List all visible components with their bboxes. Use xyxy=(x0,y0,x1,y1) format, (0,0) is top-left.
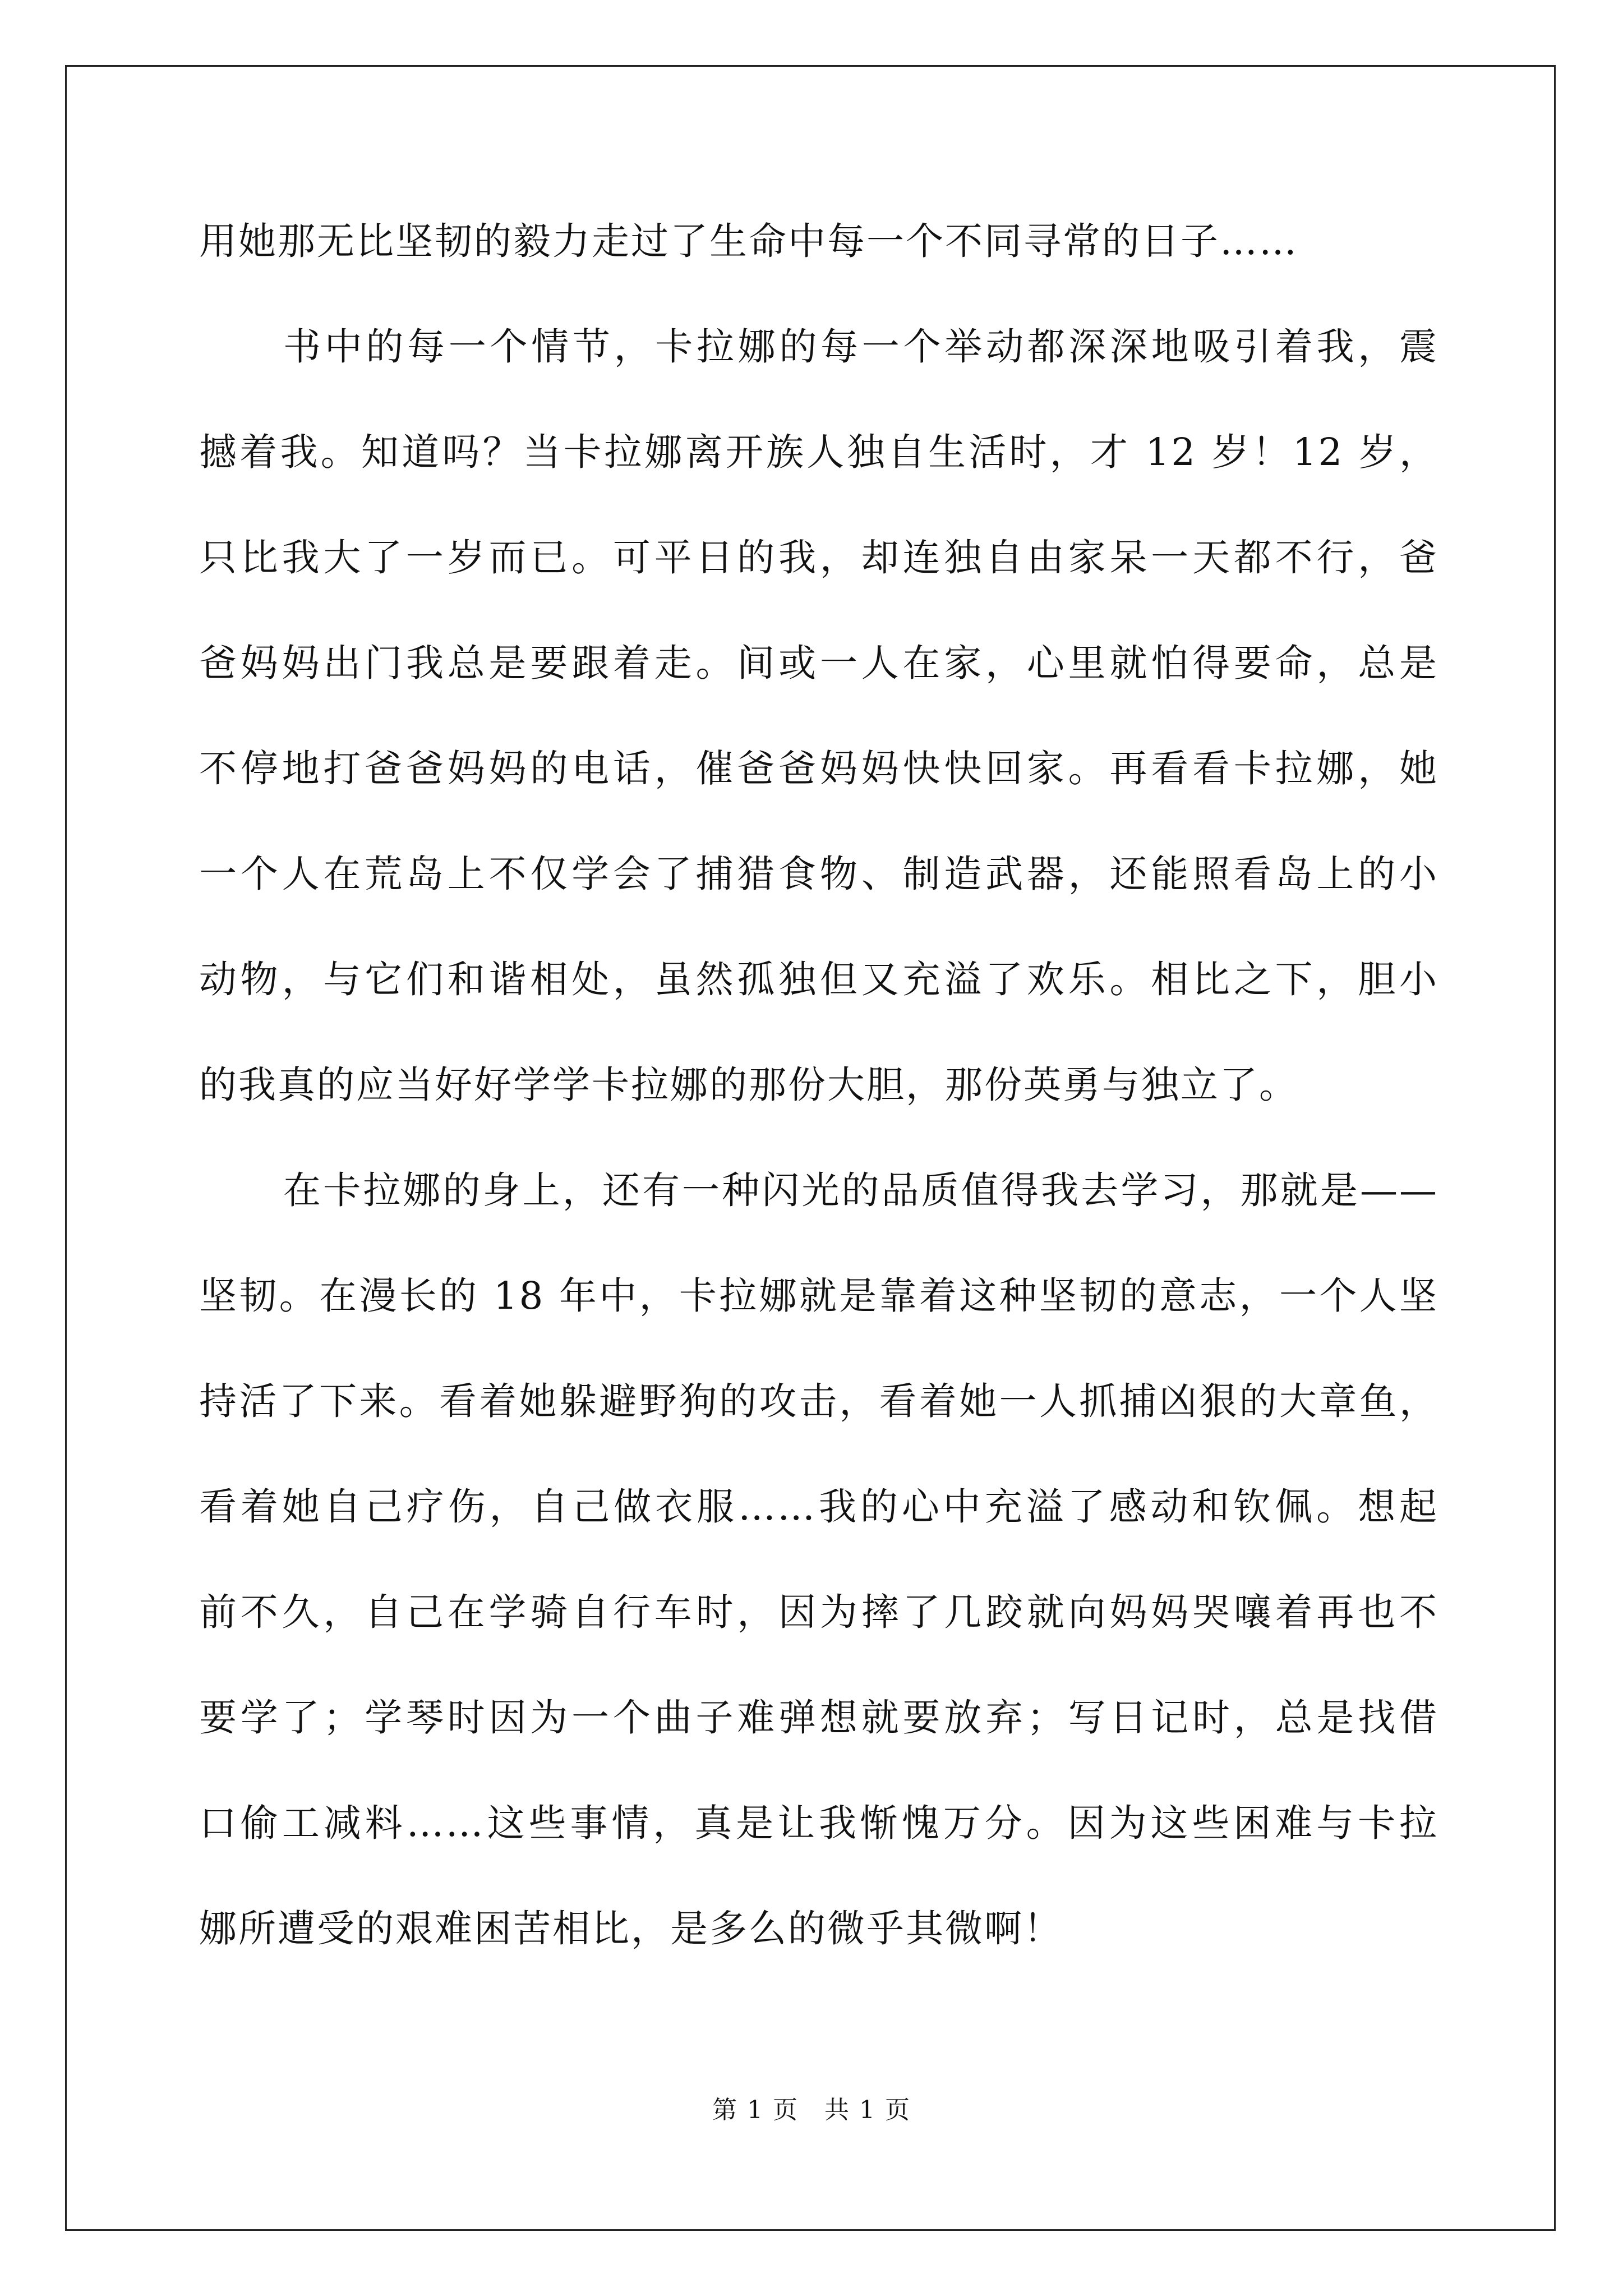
text-line: 一个人在荒岛上不仅学会了捕猎食物、制造武器，还能照看岛上的小 xyxy=(199,852,1438,896)
text-line: 用她那无比坚韧的毅力走过了生命中每一个不同寻常的日子…… xyxy=(199,219,1298,263)
text-line: 撼着我。知道吗？当卡拉娜离开族人独自生活时，才 12 岁！12 岁， xyxy=(199,430,1438,474)
text-line: 爸妈妈出门我总是要跟着走。间或一人在家，心里就怕得要命，总是 xyxy=(199,641,1438,685)
text-line: 动物，与它们和谐相处，虽然孤独但又充溢了欢乐。相比之下，胆小 xyxy=(199,958,1438,1001)
text-line: 持活了下来。看着她躲避野狗的攻击，看着她一人抓捕凶狠的大章鱼， xyxy=(199,1379,1438,1423)
text-line: 的我真的应当好好学学卡拉娜的那份大胆，那份英勇与独立了。 xyxy=(199,1063,1298,1107)
text-line: 不停地打爸爸妈妈的电话，催爸爸妈妈快快回家。再看看卡拉娜，她 xyxy=(199,747,1438,790)
text-line: 看着她自己疗伤，自己做衣服……我的心中充溢了感动和钦佩。想起 xyxy=(199,1485,1438,1529)
text-line: 口偷工减料……这些事情，真是让我惭愧万分。因为这些困难与卡拉 xyxy=(199,1801,1438,1845)
text-line: 前不久，自己在学骑自行车时，因为摔了几跤就向妈妈哭嚷着再也不 xyxy=(199,1590,1438,1634)
text-line: 只比我大了一岁而已。可平日的我，却连独自由家呆一天都不行，爸 xyxy=(199,536,1438,579)
text-line: 坚韧。在漫长的 18 年中，卡拉娜就是靠着这种坚韧的意志，一个人坚 xyxy=(199,1274,1438,1318)
text-line: 在卡拉娜的身上，还有一种闪光的品质值得我去学习，那就是—— xyxy=(283,1168,1438,1212)
document-body xyxy=(199,220,1438,2013)
text-line: 娜所遭受的艰难困苦相比，是多么的微乎其微啊！ xyxy=(199,1907,1063,1950)
text-line: 要学了；学琴时因为一个曲子难弹想就要放弃；写日记时，总是找借 xyxy=(199,1696,1438,1740)
page-footer: 第 1 页 共 1 页 xyxy=(712,2096,911,2124)
text-line: 书中的每一个情节，卡拉娜的每一个举动都深深地吸引着我，震 xyxy=(283,325,1438,369)
